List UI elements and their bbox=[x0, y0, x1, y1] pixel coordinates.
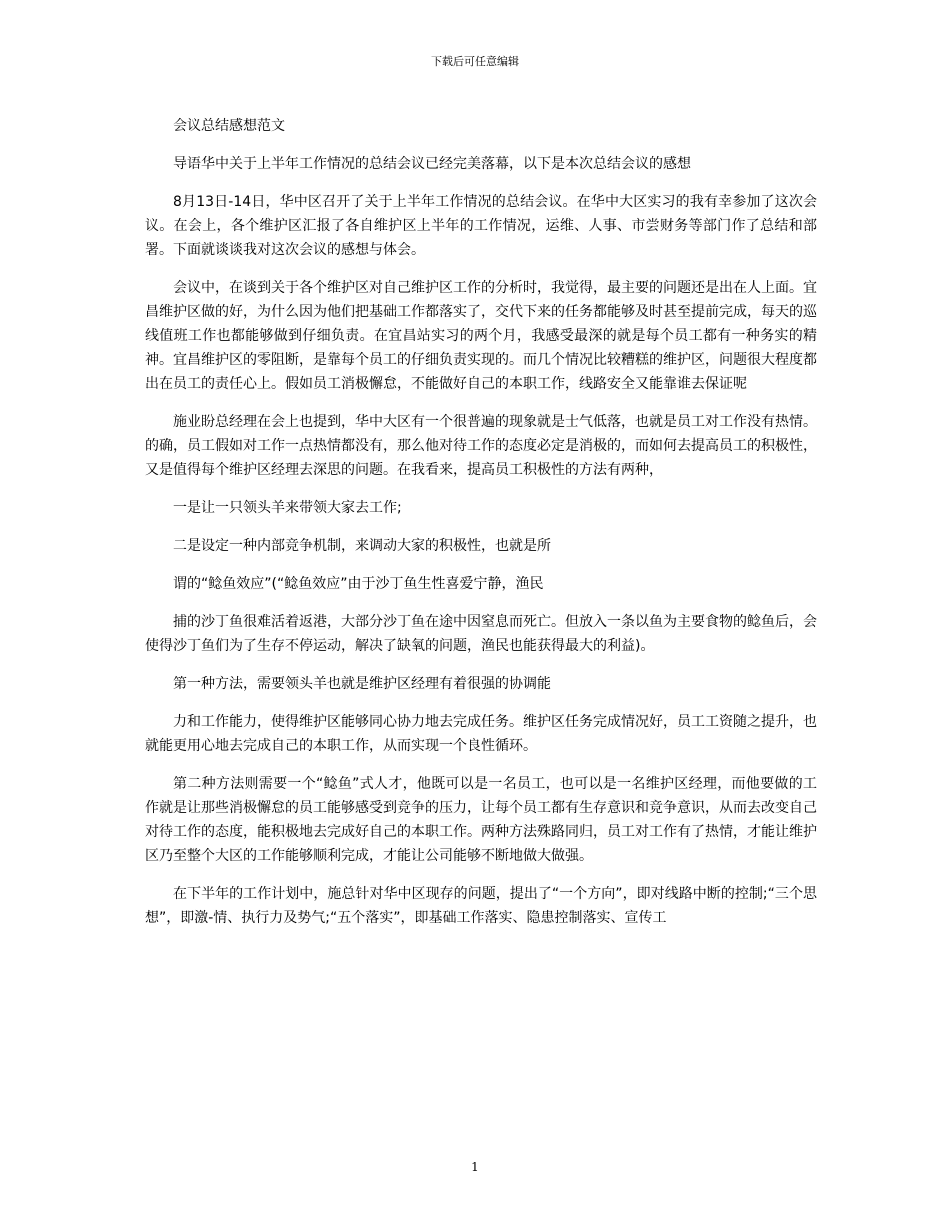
paragraph: 第二种方法则需要一个“鲶鱼”式人才，他既可以是一名员工，也可以是一名维护区经理，而他要做的工作就是让那些消极懈怠的员工能够感受到竞争的压力，让每个员工都有生存意识和竞争意识，从而去改变自己对待工作的态度，能积极地去完成好自己的本职工作。两种方法殊路同归，员工对工作有了热情，才能让维护区乃至整个大区的工作能够顺利完成，才能让公司能够不断地做大做强。 bbox=[145, 776, 817, 864]
paragraph: 在下半年的工作计划中，施总针对华中区现存的问题，提出了“一个方向”，即对线路中断的控制;“三个思想”，即激-情、执行力及势气;“五个落实”，即基础工作落实、隐患控制落实、宣传工 bbox=[145, 886, 817, 926]
document-body bbox=[145, 114, 817, 944]
paragraph: 第一种方法，需要领头羊也就是维护区经理有着很强的协调能 bbox=[173, 676, 551, 692]
paragraph: 二是设定一种内部竞争机制，来调动大家的积极性，也就是所 bbox=[173, 538, 551, 554]
page-header: 下载后可任意编辑 bbox=[431, 55, 519, 68]
page-number: 1 bbox=[471, 1160, 479, 1174]
paragraph: 会议中，在谈到关于各个维护区对自己维护区工作的分析时，我觉得，最主要的问题还是出在人上面。宜昌维护区做的好，为什么因为他们把基础工作都落实了，交代下来的任务都能够及时甚至提前完成，每天的巡线值班工作也都能够做到仔细负责。在宜昌站实习的两个月，我感受最深的就是每个员工都有一种务实的精神。宜昌维护区的零阻断，是靠每个员工的仔细负责实现的。而几个情况比较糟糕的维护区，问题很大程度都出在员工的责任心上。假如员工消极懈怠，不能做好自己的本职工作，线路安全又能靠谁去保证呢 bbox=[145, 280, 817, 392]
paragraph: 力和工作能力，使得维护区能够同心协力地去完成任务。维护区任务完成情况好，员工工资随之提升，也就能更用心地去完成自己的本职工作，从而实现一个良性循环。 bbox=[145, 714, 817, 754]
paragraph: 8月13日-14日，华中区召开了关于上半年工作情况的总结会议。在华中大区实习的我有幸参加了这次会议。在会上，各个维护区汇报了各自维护区上半年的工作情况，运维、人事、市尝财务等部门作了总结和部署。下面就谈谈我对这次会议的感想与体会。 bbox=[145, 194, 817, 258]
paragraph: 谓的“鲶鱼效应”(“鲶鱼效应”由于沙丁鱼生性喜爱宁静，渔民 bbox=[173, 576, 544, 592]
paragraph: 捕的沙丁鱼很难活着返港，大部分沙丁鱼在途中因窒息而死亡。但放入一条以鱼为主要食物的鲶鱼后，会使得沙丁鱼们为了生存不停运动，解决了缺氧的问题，渔民也能获得最大的利益)。 bbox=[145, 614, 817, 654]
paragraph: 施业盼总经理在会上也提到，华中大区有一个很普遍的现象就是士气低落，也就是员工对工作没有热情。的确，员工假如对工作一点热情都没有，那么他对待工作的态度必定是消极的，而如何去提高员工的积极性，又是值得每个维护区经理去深思的问题。在我看来，提高员工积极性的方法有两种， bbox=[145, 414, 817, 478]
paragraph-title: 会议总结感想范文 bbox=[173, 118, 285, 134]
paragraph: 一是让一只领头羊来带领大家去工作; bbox=[173, 500, 402, 516]
paragraph-intro: 导语华中关于上半年工作情况的总结会议已经完美落幕，以下是本次总结会议的感想 bbox=[173, 156, 691, 172]
